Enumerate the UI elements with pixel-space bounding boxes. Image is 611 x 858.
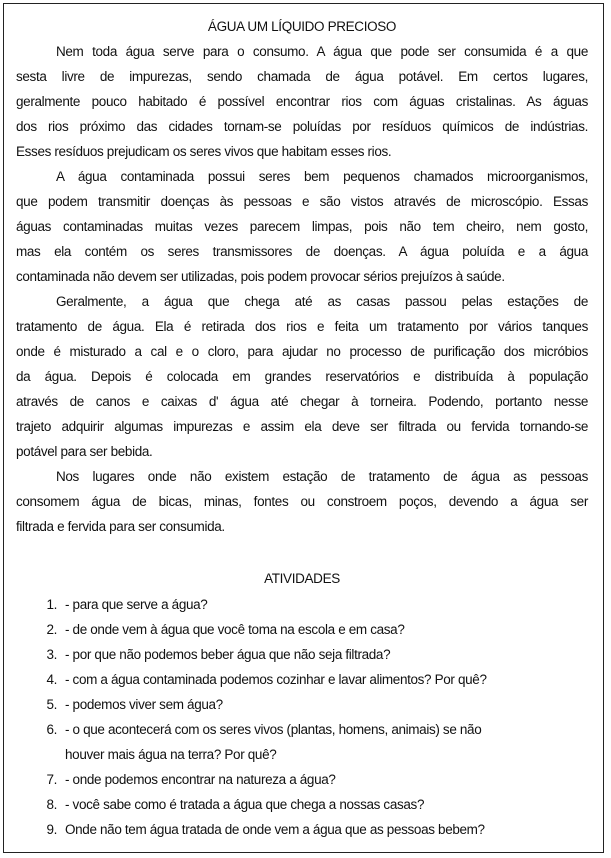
paragraph-line: potável para ser bebida. [16, 444, 153, 459]
paragraph-line: da água. Depois é colocada em grandes reservatórios e distribuída à população [16, 369, 588, 384]
paragraph-line: mas ela contém os seres transmissores de doenças. A água poluída e a água [16, 244, 588, 259]
activities-list [16, 592, 588, 842]
paragraph [16, 39, 588, 164]
activity-number: 8. [46, 797, 57, 812]
activity-question: - você sabe como é tratada a água que chega a nossas casas? [65, 797, 425, 812]
activity-item [16, 792, 588, 817]
activity-question: - por que não podemos beber água que não seja filtrada? [65, 647, 391, 662]
document-body [16, 14, 588, 842]
paragraph-line: contaminada não devem ser utilizadas, pois podem provocar sérios prejuízos à saúde. [16, 269, 505, 284]
activity-number: 7. [46, 772, 57, 787]
activity-number: 5. [46, 697, 57, 712]
activity-number: 4. [46, 672, 57, 687]
paragraph-line: Nos lugares onde não existem estação de tratamento de água as pessoas [56, 469, 588, 484]
activity-item [16, 617, 588, 642]
activity-item [16, 642, 588, 667]
activity-item [16, 767, 588, 792]
activity-question: - onde podemos encontrar na natureza a água? [65, 772, 336, 787]
activity-number: 2. [46, 622, 57, 637]
paragraph [16, 289, 588, 464]
activity-question: Onde não tem água tratada de onde vem a água que as pessoas bebem? [65, 822, 485, 837]
activity-item [16, 592, 588, 617]
activity-item [16, 692, 588, 717]
activity-number: 6. [46, 722, 57, 737]
activity-item [16, 717, 588, 742]
activity-question: - podemos viver sem água? [65, 697, 223, 712]
paragraph-line: Nem toda água serve para o consumo. A água que pode ser consumida é a que [56, 44, 588, 59]
paragraph-line: geralmente pouco habitado é possível encontrar rios com águas cristalinas. As águas [16, 94, 588, 109]
activity-number: 3. [46, 647, 57, 662]
paragraph-line: Esses resíduos prejudicam os seres vivos que habitam esses rios. [16, 144, 392, 159]
paragraph-line: consomem água de bicas, minas, fontes ou constroem poços, devendo a água ser [16, 494, 588, 509]
activity-item [16, 667, 588, 692]
paragraph-line: trajeto adquirir algumas impurezas e assim ela deve ser filtrada ou fervida tornando-se [16, 419, 588, 434]
activity-question: - com a água contaminada podemos cozinhar e lavar alimentos? Por quê? [65, 672, 487, 687]
activity-number: 1. [46, 597, 57, 612]
activity-number: 9. [46, 822, 57, 837]
paragraph-line: Geralmente, a água que chega até as casas passou pelas estações de [56, 294, 588, 309]
activity-question: - de onde vem à água que você toma na escola e em casa? [65, 622, 405, 637]
paragraph-line: onde é misturado a cal e o cloro, para ajudar no processo de purificação dos micróbios [16, 344, 588, 359]
paragraph-line: através de canos e caixas d' água até chegar à torneira. Podendo, portanto nesse [16, 394, 588, 409]
activities-title: ATIVIDADES [264, 571, 340, 586]
paragraph-line: que podem transmitir doenças às pessoas e são vistos através de microscópio. Essas [16, 194, 588, 209]
activity-item [16, 817, 588, 842]
paragraph-line: sesta livre de impurezas, sendo chamada de água potável. Em certos lugares, [16, 69, 588, 84]
paragraph-line: filtrada e fervida para ser consumida. [16, 519, 225, 534]
paragraph-line: dos rios próximo das cidades tornam-se poluídas por resíduos químicos de indústrias. [16, 119, 588, 134]
paragraph-line: águas contaminadas muitas vezes parecem limpas, pois não tem cheiro, nem gosto, [16, 219, 588, 234]
activity-question: - para que serve a água? [65, 597, 208, 612]
paragraph-line: tratamento de água. Ela é retirada dos rios e feita um tratamento por vários tanques [16, 319, 588, 334]
paragraph [16, 464, 588, 539]
spacer [16, 539, 588, 564]
activity-question-continued: houver mais água na terra? Por quê? [65, 747, 277, 762]
activity-question: - o que acontecerá com os seres vivos (plantas, homens, animais) se não [65, 722, 482, 737]
paragraph-line: A água contaminada possui seres bem pequenos chamados microorganismos, [56, 169, 588, 184]
paragraph [16, 164, 588, 289]
document-title: ÁGUA UM LÍQUIDO PRECIOSO [207, 19, 397, 34]
text-body [16, 39, 588, 539]
